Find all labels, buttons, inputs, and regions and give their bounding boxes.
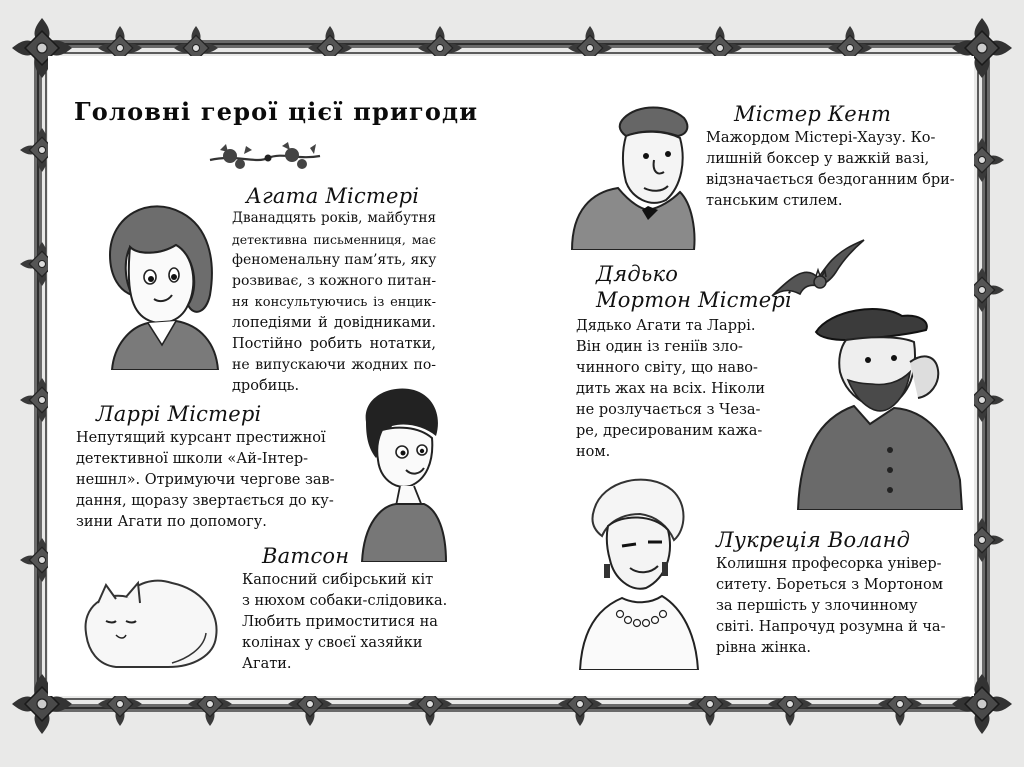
agata-description: Дванадцять років, майбутня детективна письменниця, має феноменальну пам’ять, яку розвиває, з кожного питан- ня консультуючись із енцик- лопедіями й довідниками. Постійно робить нотатки, не випускаючи жодних по- дробиць. <box>232 210 437 394</box>
agata-name: Агата Містері <box>246 184 420 208</box>
kent-description: Мажордом Містері-Хаузу. Ко- лишній боксер у важкій вазі, відзначається бездоганним бри- танським стилем. <box>706 130 955 209</box>
vatson-name: Ватсон <box>262 544 350 568</box>
vatson-description: Капосний сибірський кіт з нюхом собаки-слідовика. Любить примоститися на колінах у своєї хазяйки Агати. <box>242 572 448 672</box>
morton-name-line1: Дядько <box>596 262 679 286</box>
lukretsiia-name: Лукреція Воланд <box>716 528 911 552</box>
kent-portrait <box>568 100 698 250</box>
agata-portrait <box>90 195 230 370</box>
larri-portrait <box>352 382 448 562</box>
lukretsiia-description: Колишня професорка універ- ситету. Бореться з Мортоном за першість у злочинному світі. Напрочуд розумна й ча- рівна жінка. <box>716 556 946 656</box>
morton-portrait <box>790 300 970 510</box>
morton-description: Дядько Агати та Ларрі. Він один із геніїв зло- чинного світу, що наво- дить жах на всіх. Ніколи не розлучається з Чеза- ре, дресированим кажа- ном. <box>576 318 766 460</box>
larri-name: Ларрі Містері <box>96 402 262 426</box>
morton-name-line2: Мортон Містері <box>596 288 792 312</box>
larri-description: Непутящий курсант престижної детективної школи «Ай-Інтер- нешнл». Отримуючи чергове зав- дання, щоразу звертається до ку- зини Агати по допомогу. <box>76 430 335 530</box>
lukretsiia-portrait <box>574 470 704 670</box>
page-heading: Головні герої цієї пригоди <box>74 97 479 126</box>
floral-ornament <box>206 138 324 178</box>
kent-name: Містер Кент <box>734 102 892 126</box>
vatson-cat <box>76 563 226 671</box>
